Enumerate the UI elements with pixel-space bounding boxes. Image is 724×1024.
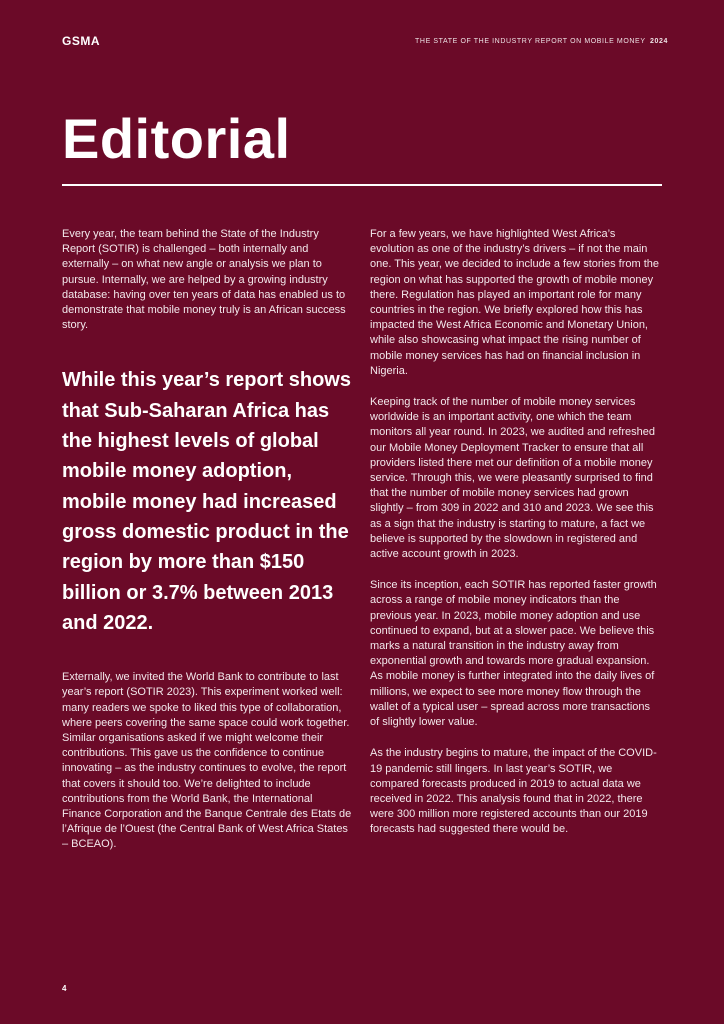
report-year: 2024 xyxy=(650,38,668,45)
gsma-logo: GSMA xyxy=(62,34,100,48)
title-divider xyxy=(62,184,662,186)
left-column xyxy=(62,227,352,853)
report-title-header xyxy=(415,38,668,45)
page-title: Editorial xyxy=(62,107,291,170)
report-title-text: THE STATE OF THE INDUSTRY REPORT ON MOBILE MONEY xyxy=(415,38,646,45)
page-number: 4 xyxy=(62,984,67,993)
intro-paragraph: Every year, the team behind the State of the Industry Report (SOTIR) is challenged – both internally and externally – on what new angle or analysis we plan to pursue. Internally, we are helped by a growing industry database: having over ten years of data has enabled us to demonstrate that mobile money truly is an African success story. xyxy=(62,228,346,332)
covid-paragraph: As the industry begins to mature, the impact of the COVID-19 pandemic still lingers. In last year’s SOTIR, we compared forecasts produced in 2019 to actual data we received in 2022. This analysis found that in 2022, there were 300 million more registered accounts than our 2019 forecasts had suggested there would be. xyxy=(370,747,657,836)
pull-quote: While this year’s report shows that Sub-Saharan Africa has the highest levels of global mobile money adoption, mobile money had increased gross domestic product in the region by more than $150 billion or 3.7% between 2013 and 2022. xyxy=(62,369,351,634)
external-collaboration-paragraph: Externally, we invited the World Bank to contribute to last year’s report (SOTIR 2023). This experiment worked well: many readers we spoke to liked this type of collaboration, where peers covering the same space could work together. Similar organisations asked if we might welcome their contributions. This gave us the confidence to continue innovating – as the industry continues to evolve, the report that covers it should too. We’re delighted to include contributions from the World Bank, the International Finance Corporation and the Banque Centrale des Etats de l’Afrique de l’Ouest (the Central Bank of West Africa States – BCEAO). xyxy=(62,671,352,851)
right-column xyxy=(370,227,662,838)
west-africa-paragraph: For a few years, we have highlighted West Africa’s evolution as one of the industry’s drivers – if not the main one. This year, we decided to include a few stories from the region on what has supported the growth of mobile money there. Regulation has played an important role for many countries in the region. We briefly explored how this has impacted the West Africa Economic and Monetary Union, while also showcasing what impact the rising number of mobile money services has had on financial inclusion in Nigeria. xyxy=(370,228,660,377)
growth-paragraph: Since its inception, each SOTIR has reported faster growth across a range of mobile money indicators than the previous year. In 2023, mobile money adoption and use continued to expand, but at a slower pace. We believe this marks a natural transition in the industry away from exponential growth and towards more gradual expansion. As mobile money is further integrated into the daily lives of millions, we expect to see more money flow through the wallet of a typical user – spread across more transactions of slightly lower value. xyxy=(370,579,657,729)
deployment-tracker-paragraph: Keeping track of the number of mobile money services worldwide is an important activity, one which the team monitors all year round. In 2023, we audited and refreshed our Mobile Money Deployment Tracker to ensure that all providers listed there met our definition of a mobile money service. Through this, we were pleasantly surprised to find that the number of mobile money services had grown slightly – from 309 in 2022 and 310 and 2023. We see this as a sign that the industry is starting to mature, a fact we believe is supported by the slowdown in registered and active account growth in 2023. xyxy=(370,396,655,561)
